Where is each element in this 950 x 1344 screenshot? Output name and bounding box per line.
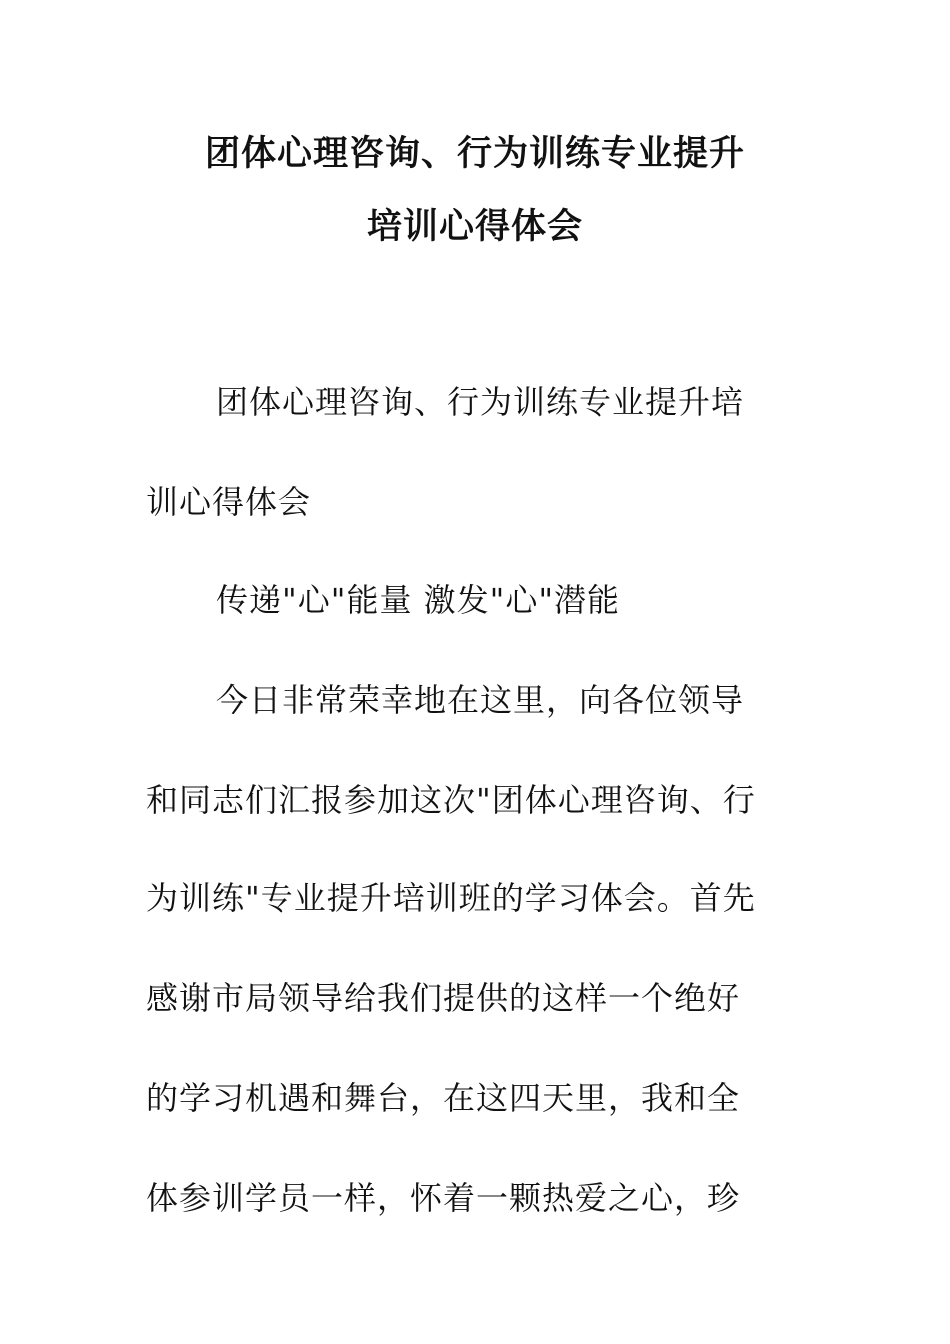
document-title-line-1: 团体心理咨询、行为训练专业提升 [204,134,745,174]
body-line-2: 训心得体会 [146,483,312,521]
body-line-3: 传递"心"能量 激发"心"潜能 [216,581,621,619]
body-line-8: 的学习机遇和舞台，在这四天里，我和全 [146,1079,741,1117]
body-line-9: 体参训学员一样，怀着一颗热爱之心，珍 [146,1179,741,1217]
body-line-7: 感谢市局领导给我们提供的这样一个绝好 [146,979,741,1017]
body-line-6: 为训练"专业提升培训班的学习体会。首先 [146,879,756,917]
document-title-line-2: 培训心得体会 [366,207,583,247]
body-line-4: 今日非常荣幸地在这里，向各位领导 [216,681,745,719]
body-line-1: 团体心理咨询、行为训练专业提升培 [216,383,745,421]
body-line-5: 和同志们汇报参加这次"团体心理咨询、行 [146,781,756,819]
